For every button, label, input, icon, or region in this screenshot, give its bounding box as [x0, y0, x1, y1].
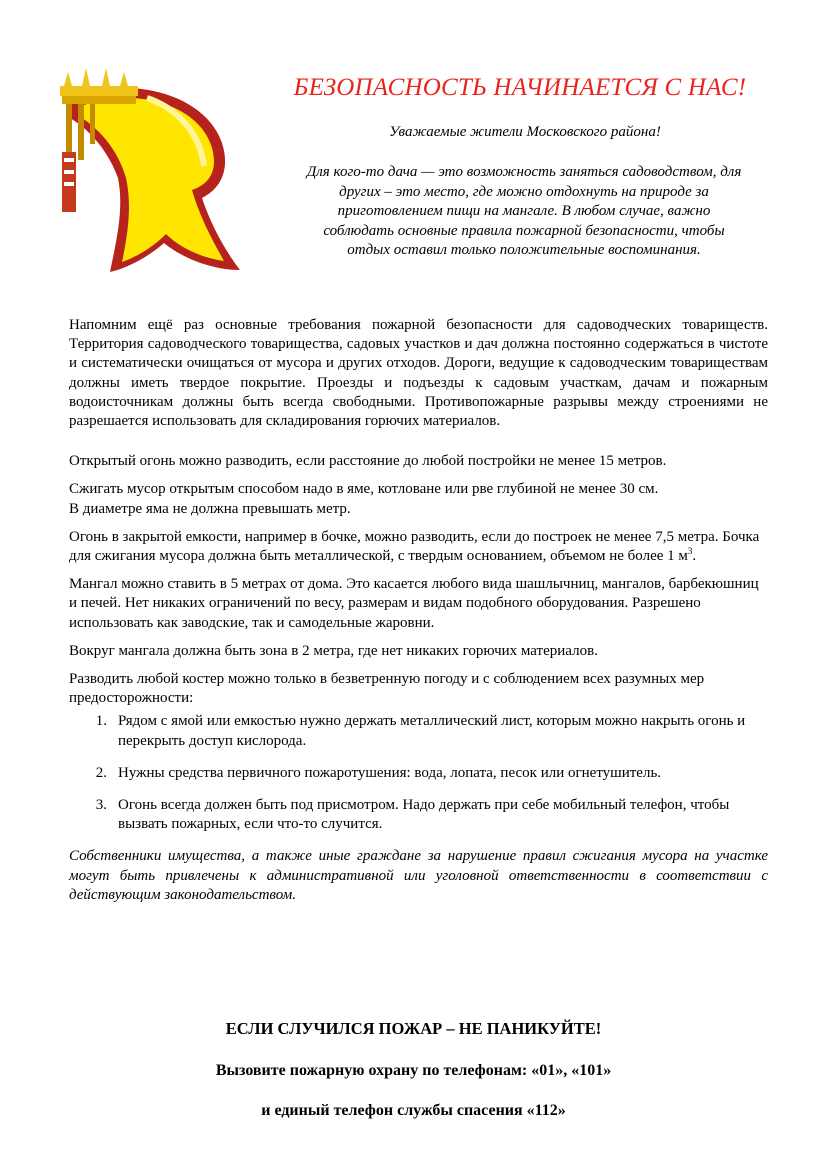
- main-body: [69, 316, 768, 914]
- paragraph-burn-pit: [69, 480, 768, 518]
- page-title: БЕЗОПАСНОСТЬ НАЧИНАЕТСЯ С НАС!: [293, 74, 747, 101]
- list-number: 3.: [95, 797, 107, 814]
- list-item: [69, 764, 768, 783]
- intro-line: приготовлением пищи на мангале. В любом случае, важно: [337, 203, 711, 219]
- barrel-text: Огонь в закрытой емкости, например в бочке, можно разводить, если до построек не менее 7,5 метра. Бочка для сжигания мусора должна быть металлической, с твердым основанием, объемом не более 1 м: [69, 528, 760, 565]
- list-number: 1.: [95, 713, 107, 730]
- paragraph-grill: Мангал можно ставить в 5 метрах от дома. Это касается любого вида шашлычниц, мангалов, барбекюшниц и печей. Нет никаких ограничений по весу, размерам и видам подобного оборудования. Разрешено использовать как заводские, так и самодельные жаровни.: [69, 576, 759, 631]
- intro-line: Для кого-то дача — это возможность заняться садоводством, для: [306, 164, 742, 180]
- paragraph-windless: Разводить любой костер можно только в безветренную погоду и с соблюдением всех разумных мер предосторожности:: [69, 671, 705, 707]
- intro-line: отдых оставил только положительные воспоминания.: [347, 242, 701, 258]
- list-number: 2.: [95, 764, 107, 781]
- burn-pit-line: Сжигать мусор открытым способом надо в яме, котловане или рве глубиной не менее 30 см.: [69, 481, 659, 498]
- paragraph-requirements: Напомним ещё раз основные требования пожарной безопасности для садоводческих товариществ. Территория садоводческого товарищества, садовых участков и дач должна постоянно содержаться в чистоте и систематически очищаться от мусора и других отходов. Дороги, ведущие к садоводческим товариществам должны иметь твердое покрытие. Проезды и подъезды к садовым участкам, дачам и пожарным водоисточникам должны быть всегда свободными. Противопожарные разрывы между строениями не разрешается использовать для складирования горючих материалов.: [69, 317, 768, 430]
- paragraph-open-fire: Открытый огонь можно разводить, если расстояние до любой постройки не менее 15 метров.: [69, 453, 667, 470]
- intro-line: соблюдать основные правила пожарной безопасности, чтобы: [323, 222, 725, 239]
- list-item: [69, 796, 768, 834]
- precautions-list: [69, 712, 768, 834]
- list-item: [69, 712, 768, 750]
- greeting: Уважаемые жители Московского района!: [389, 124, 661, 140]
- paragraph-zone: Вокруг мангала должна быть зона в 2 метра, где нет никаких горючих материалов.: [69, 642, 598, 659]
- intro-paragraph: [276, 163, 772, 261]
- intro-line: других – это место, где можно отдохнуть на природе за: [339, 183, 709, 200]
- paragraph-barrel: [69, 528, 768, 566]
- list-text: Огонь всегда должен быть под присмотром. Надо держать при себе мобильный телефон, чтобы вызвать пожарных, если что-то случится.: [118, 797, 730, 833]
- list-text: Нужны средства первичного пожаротушения: вода, лопата, песок или огнетушитель.: [118, 764, 662, 781]
- cubic-superscript: 3: [687, 546, 693, 557]
- firefighter-helmet-logo: [52, 58, 242, 274]
- fire-phone-numbers: Вызовите пожарную охрану по телефонам: «01», «101»: [215, 1062, 612, 1079]
- burn-pit-line: В диаметре яма не должна превышать метр.: [69, 500, 351, 517]
- list-text: Рядом с ямой или емкостью нужно держать металлический лист, которым можно накрыть огонь и перекрыть доступ кислорода.: [118, 713, 746, 749]
- rescue-phone-number: и единый телефон службы спасения «112»: [261, 1102, 566, 1119]
- liability-warning: Собственники имущества, а также иные граждане за нарушение правил сжигания мусора на участке могут быть привлечены к административной или уголовной ответственности в соответствии с действующим законодательством.: [69, 848, 768, 903]
- fire-alert-heading: ЕСЛИ СЛУЧИЛСЯ ПОЖАР – НЕ ПАНИКУЙТЕ!: [225, 1019, 602, 1038]
- barrel-text-end: .: [692, 548, 697, 565]
